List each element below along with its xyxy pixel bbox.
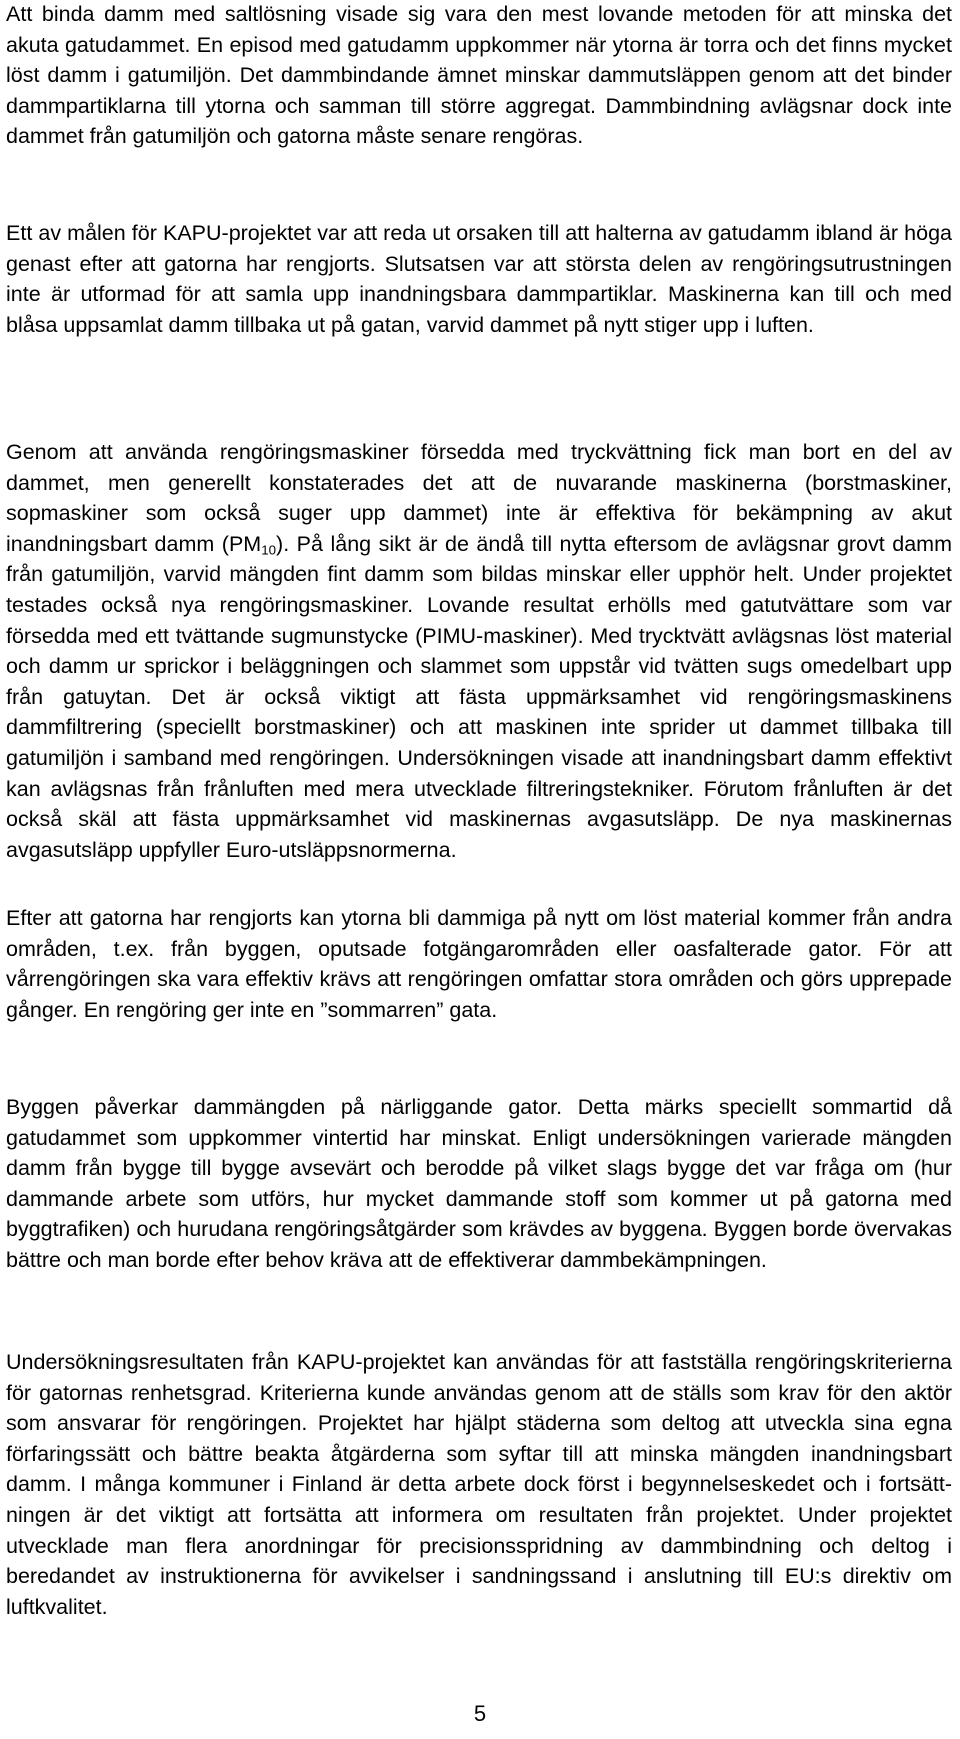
paragraph-3-text-b: ). På lång sikt är de ändå till nytta eftersom de avlägsnar grovt damm från gatumiljön, varvid mängden fint damm som bildas minskar eller upphör helt. Under projektet testades också nya rengöringsmaskiner. Lovande resultat erhölls med gatutvättare som var försedda med ett tvättande sugmunstycke (PIMU-maskiner). Med trycktvätt avlägsnas löst material och damm ur sprickor i beläggningen och slammet som uppstår vid tvätten sugs omedelbart upp från gatuytan. Det är också viktigt att fästa uppmärksamhet vid rengöringsmaskinens dammfiltrering (speciellt borstmaskiner) och att maskinen inte sprider ut dammet tillbaka till gatumiljön i samband med rengöringen. Undersökningen visade att inandningsbart damm effektivt kan avlägsnas från frånluften med mera utvecklade filtreringstekniker. Förutom frånluften är det också skäl att fästa uppmärksamhet vid maskinernas avgasutsläpp. De nya maskinernas avgasutsläpp uppfyller Euro-utsläppsnormerna. bbox=[6, 531, 952, 862]
paragraph-6: Undersökningsresultaten från KAPU-projektet kan användas för att fastställa rengöringskriterierna för gatornas renhetsgrad. Kriterierna kunde användas genom att de ställs som krav för den aktör som ansvarar för rengöringen. Projektet har hjälpt städerna som deltog att utveckla sina egna förfaringssätt och bättre beakta åtgärderna som syftar till att minska mängden inandningsbart damm. I många kommuner i Finland är detta arbete dock först i begynnelseskedet och i fortsättningen är det viktigt att fortsätta att informera om resultaten från projektet. Under projektet utvecklade man flera anordningar för precisionsspridning av dammbindning och deltog i beredandet av instruktionerna för avvikelser i sandningssand i anslutning till EU:s direktiv om luftkvalitet. bbox=[6, 1350, 952, 1619]
paragraph-5: Byggen påverkar dammängden på närliggande gator. Detta märks speciellt sommartid då gatudammet som uppkommer vintertid har minskat. Enligt undersökningen varierade mängden damm från bygge till bygge avsevärt och berodde på vilket slags bygge det var fråga om (hur dammande arbete som utförs, hur mycket dammande stoff som kommer ut på gatorna med byggtrafiken) och hurudana rengöringsåtgärder som krävdes av byggena. Byggen borde övervakas bättre och man borde efter behov kräva att de effektiverar dammbekämpningen. bbox=[6, 1095, 952, 1272]
pm10-subscript: 10 bbox=[261, 542, 277, 558]
paragraph-3 bbox=[6, 437, 952, 865]
paragraph-2: Ett av målen för KAPU-projektet var att reda ut orsaken till att halterna av gatudamm ibland är höga genast efter att gatorna har rengjorts. Slutsatsen var att största delen av rengöringsutrustningen inte är utformad för att samla upp inandningsbara dammpartiklar. Maskinerna kan till och med blåsa uppsamlat damm tillbaka ut på gatan, varvid dammet på nytt stiger upp i luften. bbox=[6, 221, 952, 337]
paragraph-4: Efter att gatorna har rengjorts kan ytorna bli dammiga på nytt om löst material kommer från andra områden, t.ex. från byggen, oputsade fotgängarområden eller oasfalterade gator. För att vårrengöringen ska vara effektiv krävs att rengöringen omfattar stora områden och görs upprepade gånger. En rengöring ger inte en ”sommarren” gata. bbox=[6, 906, 952, 1022]
paragraph-3-text-a: Genom att använda rengöringsmaskiner försedda med tryckvättning fick man bort en del av dammet, men generellt konstaterades det att de nuvarande maskinerna (borstmaskiner, sopmaskiner som också suger upp dammet) inte är effektiva för bekämpning av akut inandningsbart damm (PM bbox=[6, 440, 952, 556]
page-number: 5 bbox=[473, 1701, 487, 1726]
paragraph-1: Att binda damm med saltlösning visade sig vara den mest lovande metoden för att minska det akuta gatudammet. En episod med gatudamm uppkommer när ytorna är torra och det finns mycket löst damm i gatumiljön. Det dammbindande ämnet minskar dammutsläppen genom att det binder dammpartiklarna till ytorna och samman till större aggregat. Dammbindning avlägsnar dock inte dammet från gatumiljön och gatorna måste senare rengöras. bbox=[6, 2, 952, 149]
